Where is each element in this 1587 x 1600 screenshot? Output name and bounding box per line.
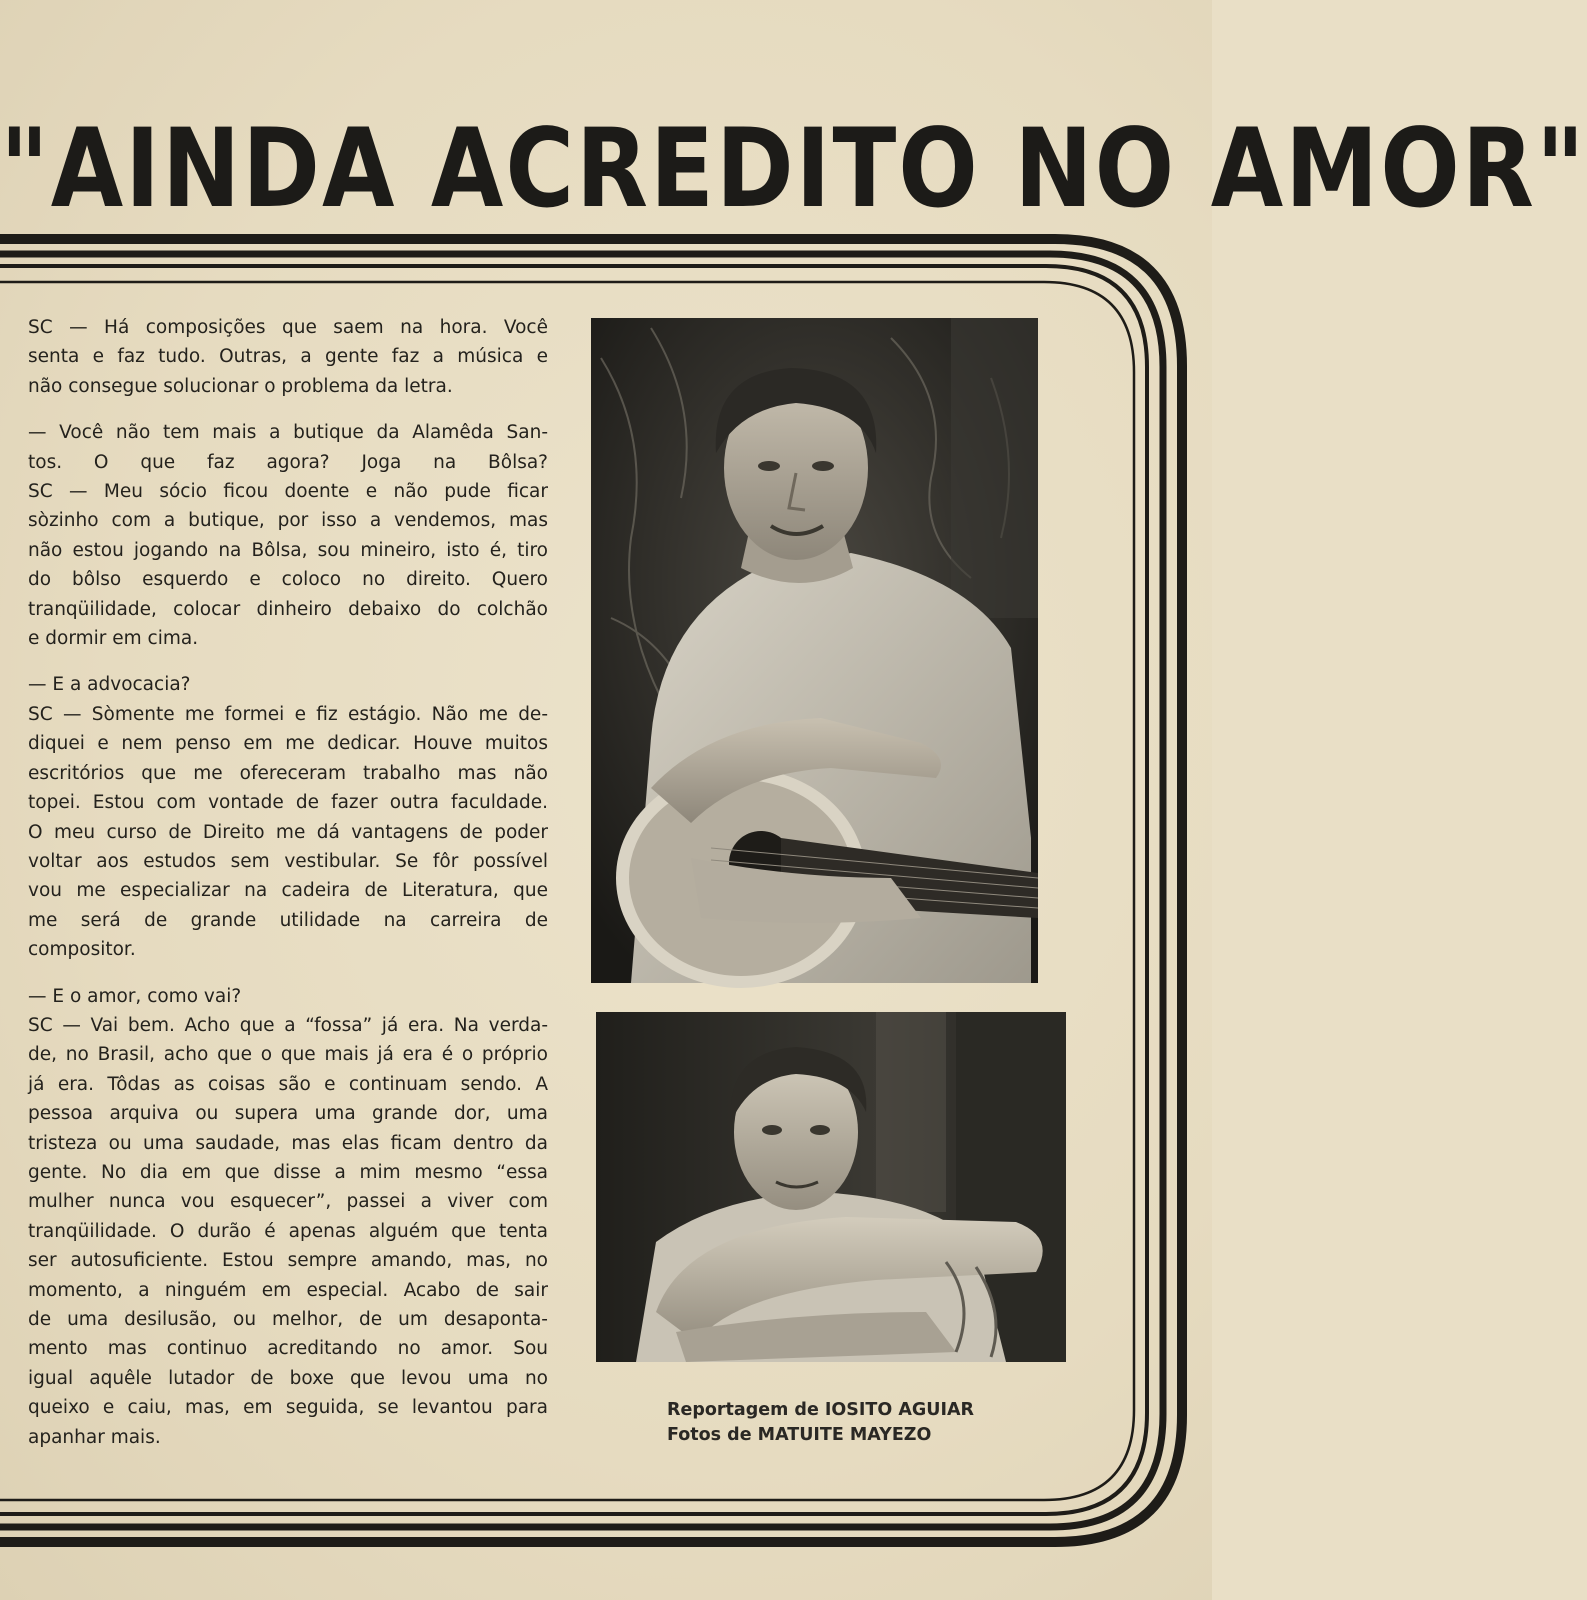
article-line: tranqüilidade, colocar dinheiro debaixo do colchão: [28, 598, 548, 620]
article-line: mento mas continuo acreditando no amor. Sou: [28, 1338, 548, 1360]
article-line: SC — Há composições que saem na hora. Você: [28, 317, 548, 338]
article-paragraph: [28, 313, 548, 401]
article-line: gente. No dia em que disse a mim mesmo “essa: [28, 1161, 548, 1183]
article-line: sòzinho com a butique, por isso a vendemos, mas: [28, 510, 548, 532]
article-line: SC — Meu sócio ficou doente e não pude ficar: [28, 481, 548, 503]
article-line: de uma desilusão, ou melhor, de um desaponta-: [28, 1309, 548, 1330]
article-line: tos. O que faz agora? Joga na Bôlsa?: [28, 451, 548, 473]
credit-photos: Fotos de MATUITE MAYEZO: [667, 1425, 932, 1445]
article-line: compositor.: [28, 939, 136, 961]
article-line: — Você não tem mais a butique da Alamêda San-: [28, 422, 548, 444]
article-line: e dormir em cima.: [28, 628, 199, 650]
article-line: me será de grande utilidade na carreira de: [28, 909, 548, 931]
article-line: — E a advocacia?: [28, 674, 191, 696]
article-line: não estou jogando na Bôlsa, sou mineiro, isto é, tiro: [28, 539, 548, 561]
article-line: do bôlso esquerdo e coloco no direito. Quero: [28, 569, 548, 591]
article-line: igual aquêle lutador de boxe que levou uma no: [28, 1367, 548, 1389]
article-line: SC — Sòmente me formei e fiz estágio. Não me de-: [28, 703, 548, 725]
article-line: senta e faz tudo. Outras, a gente faz a música e: [28, 346, 548, 368]
credit-report: Reportagem de IOSITO AGUIAR: [667, 1400, 974, 1420]
article-line: ser autosuficiente. Estou sempre amando, mas, no: [28, 1250, 548, 1272]
article-line: — E o amor, como vai?: [28, 985, 242, 1007]
article-line: SC — Vai bem. Acho que a “fossa” já era. Na verda-: [28, 1014, 548, 1036]
photo-man-with-guitar: [591, 318, 1038, 983]
article-body: [28, 313, 548, 1469]
article-line: escritórios que me ofereceram trabalho mas não: [28, 762, 548, 784]
article-line: momento, a ninguém em especial. Acabo de sair: [28, 1279, 548, 1301]
article-paragraph: [28, 670, 548, 964]
article-line: pessoa arquiva ou supera uma grande dor, uma: [28, 1103, 548, 1125]
article-paragraph: [28, 982, 548, 1453]
article-line: de, no Brasil, acho que o que mais já era é o próprio: [28, 1044, 548, 1066]
article-paragraph: [28, 418, 548, 653]
article-line: tristeza ou uma saudade, mas elas ficam dentro da: [28, 1132, 548, 1154]
article-line: O meu curso de Direito me dá vantagens de poder: [28, 821, 548, 843]
article-line: diquei e nem penso em me dedicar. Houve muitos: [28, 733, 548, 755]
article-line: voltar aos estudos sem vestibular. Se fôr possível: [28, 850, 548, 872]
article-line: queixo e caiu, mas, em seguida, se levantou para: [28, 1397, 548, 1419]
photo-man-leaning: [596, 1012, 1066, 1362]
credits: [667, 1398, 1067, 1448]
article-line: apanhar mais.: [28, 1426, 161, 1448]
article-line: topei. Estou com vontade de fazer outra faculdade.: [28, 792, 548, 814]
article-line: já era. Tôdas as coisas são e continuam sendo. A: [28, 1073, 548, 1095]
article-line: tranqüilidade. O durão é apenas alguém que tenta: [28, 1220, 548, 1242]
article-line: mulher nunca vou esquecer”, passei a viver com: [28, 1191, 548, 1213]
article-line: não consegue solucionar o problema da letra.: [28, 375, 453, 397]
article-line: vou me especializar na cadeira de Literatura, que: [28, 880, 548, 902]
page-headline: "AINDA ACREDITO NO AMOR": [0, 103, 1587, 233]
